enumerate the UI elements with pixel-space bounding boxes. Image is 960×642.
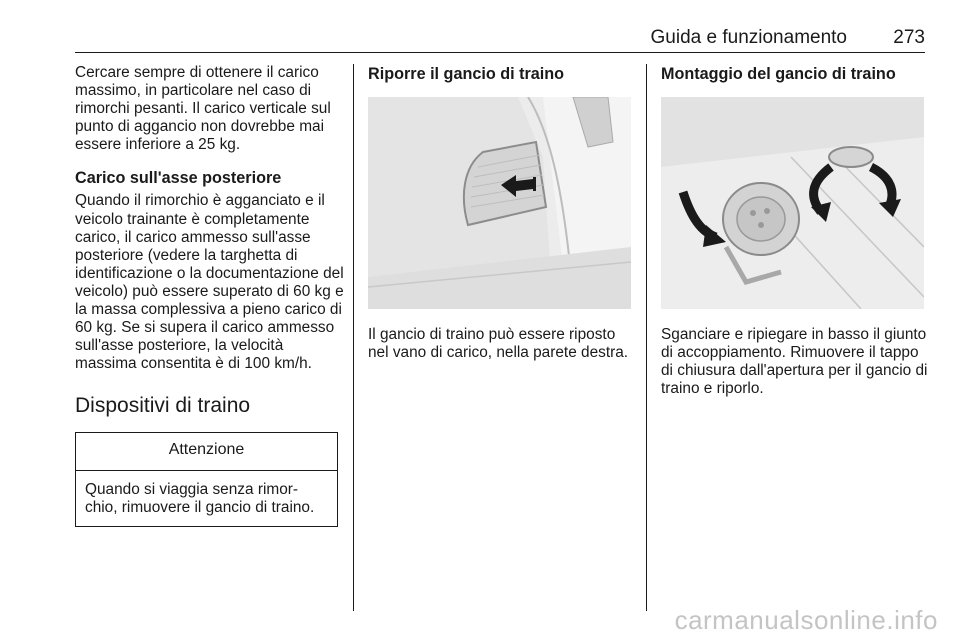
intro-paragraph: Cercare sempre di ottenere il carico massimo, in particolare nel caso di rimorchi pesanti. Il carico verticale sul punto di aggancio non dovrebbe mai essere inferiore a 25 kg. [75,64,331,154]
column-divider [646,64,647,611]
site-watermark: carmanualsonline.info [674,605,938,635]
rear-axle-paragraph: Quando il rimorchio è agganciato e il veicolo trainante è completamente carico, il carico ammesso sull'asse posteriore (vedere la targhetta di identificazione o la documentazione del veicolo) può essere superato di 60 kg e la massa complessiva a pieno carico di 60 kg. Se si supera il carico ammesso sull'asse posteriore, la velocità massima consentita è di 100 km/h. [75,192,344,373]
warning-text: Quando si viaggia senza rimor-chio, rimuovere il gancio di traino. [85,480,315,516]
column-left [75,64,345,527]
header-title: Guida e funzionamento [650,27,847,48]
warning-box [75,432,338,526]
warning-title: Attenzione [76,433,337,470]
hitch-mounting-illustration [661,97,924,309]
cargo-compartment-illustration [368,97,631,309]
store-hook-heading: Riporre il gancio di traino [368,65,565,83]
column-divider [353,64,354,611]
mount-hook-heading: Montaggio del gancio di traino [661,65,896,83]
rear-axle-heading: Carico sull'asse posteriore [75,169,282,188]
store-hook-caption: Il gancio di traino può essere riposto nel vano di carico, nella parete destra. [368,326,629,362]
page-number: 273 [893,27,925,48]
towing-devices-heading: Dispositivi di traino [75,394,251,418]
page-header [75,26,925,53]
column-right [661,64,931,398]
mount-hook-caption: Sganciare e ripiegare in basso il giunto di accoppiamento. Rimuovere il tappo di chiusura dall'apertura per il gancio di traino e riporlo. [661,326,928,398]
column-middle [368,64,634,362]
